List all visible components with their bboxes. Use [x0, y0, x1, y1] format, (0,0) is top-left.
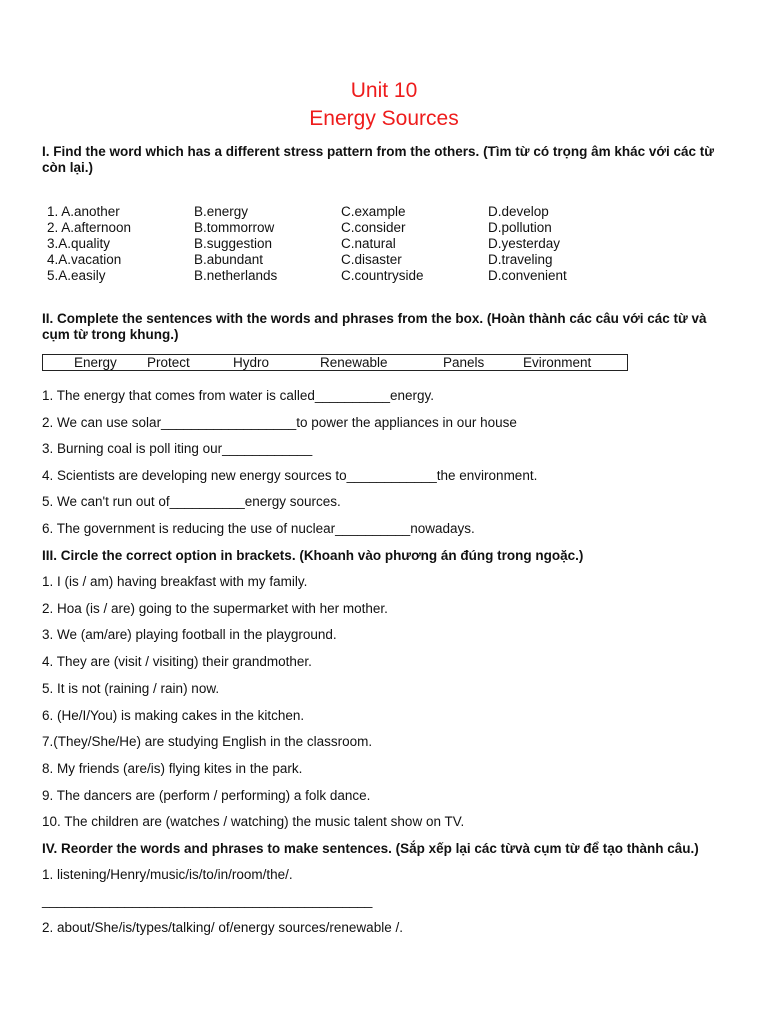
option-d: D.develop [488, 204, 549, 219]
stress-row [47, 252, 608, 268]
option-c: C.natural [341, 236, 396, 251]
option-b: B.suggestion [194, 236, 273, 251]
option-a: 1. A.another [47, 204, 120, 219]
choice-sentence: 6. (He/I/You) is making cakes in the kitchen. [42, 708, 305, 723]
option-c: C.disaster [341, 252, 402, 267]
choice-sentence: 1. I (is / am) having breakfast with my family. [42, 574, 308, 589]
option-d: D.convenient [488, 268, 567, 283]
option-a: 5.A.easily [47, 268, 106, 283]
choice-sentence: 9. The dancers are (perform / performing) a folk dance. [42, 788, 371, 803]
option-b: B.netherlands [194, 268, 278, 283]
choice-sentence: 3. We (am/are) playing football in the playground. [42, 627, 337, 642]
option-a: 3.A.quality [47, 236, 111, 251]
answer-line: ____________________________________________ [42, 893, 373, 908]
word-box-item: Energy [74, 355, 117, 370]
word-box-item: Evironment [523, 355, 592, 370]
option-c: C.consider [341, 220, 406, 235]
stress-row [47, 236, 608, 252]
word-box-item: Hydro [233, 355, 270, 370]
fill-sentence: 6. The government is reducing the use of nuclear__________nowadays. [42, 521, 475, 536]
reorder-item: 2. about/She/is/types/talking/ of/energy sources/renewable /. [42, 920, 403, 935]
option-d: D.yesterday [488, 236, 561, 251]
part1-instruction: I. Find the word which has a different stress pattern from the others. (Tìm từ có trọng âm khác với các từ còn lại.) [42, 144, 715, 175]
choice-sentence: 5. It is not (raining / rain) now. [42, 681, 220, 696]
option-a: 4.A.vacation [47, 252, 122, 267]
choice-sentence: 4. They are (visit / visiting) their grandmother. [42, 654, 312, 669]
stress-row [47, 220, 608, 236]
choice-sentence: 10. The children are (watches / watching) the music talent show on TV. [42, 814, 465, 829]
fill-sentence: 3. Burning coal is poll iting our____________ [42, 441, 313, 456]
option-d: D.traveling [488, 252, 553, 267]
part2-instruction: II. Complete the sentences with the words and phrases from the box. (Hoàn thành các câu với các từ và cụm từ trong khung.) [42, 311, 707, 342]
reorder-item: 1. listening/Henry/music/is/to/in/room/the/. [42, 867, 293, 882]
word-box-item: Panels [443, 355, 485, 370]
unit-title: Unit 10 [350, 79, 418, 102]
option-b: B.tommorrow [194, 220, 275, 235]
choice-sentence: 2. Hoa (is / are) going to the supermarket with her mother. [42, 601, 388, 616]
part3-instruction: III. Circle the correct option in brackets. (Khoanh vào phương án đúng trong ngoặc.) [42, 548, 584, 563]
option-c: C.countryside [341, 268, 424, 283]
option-d: D.pollution [488, 220, 552, 235]
word-box [42, 354, 628, 371]
choice-sentence: 7.(They/She/He) are studying English in the classroom. [42, 734, 373, 749]
option-a: 2. A.afternoon [47, 220, 132, 235]
topic-title: Energy Sources [309, 107, 459, 130]
fill-sentence: 2. We can use solar__________________to power the appliances in our house [42, 415, 517, 430]
fill-sentence: 1. The energy that comes from water is called__________energy. [42, 388, 434, 403]
option-b: B.energy [194, 204, 249, 219]
fill-sentence: 5. We can't run out of__________energy sources. [42, 494, 341, 509]
stress-row [47, 204, 608, 220]
option-b: B.abundant [194, 252, 264, 267]
fill-sentence: 4. Scientists are developing new energy sources to____________the environment. [42, 468, 538, 483]
part4-instruction: IV. Reorder the words and phrases to make sentences. (Sắp xếp lại các từvà cụm từ để tạo thành câu.) [42, 841, 699, 856]
word-box-item: Protect [147, 355, 190, 370]
choice-sentence: 8. My friends (are/is) flying kites in the park. [42, 761, 303, 776]
stress-row [47, 268, 608, 284]
word-box-item: Renewable [320, 355, 388, 370]
option-c: C.example [341, 204, 406, 219]
stress-table [47, 204, 608, 284]
